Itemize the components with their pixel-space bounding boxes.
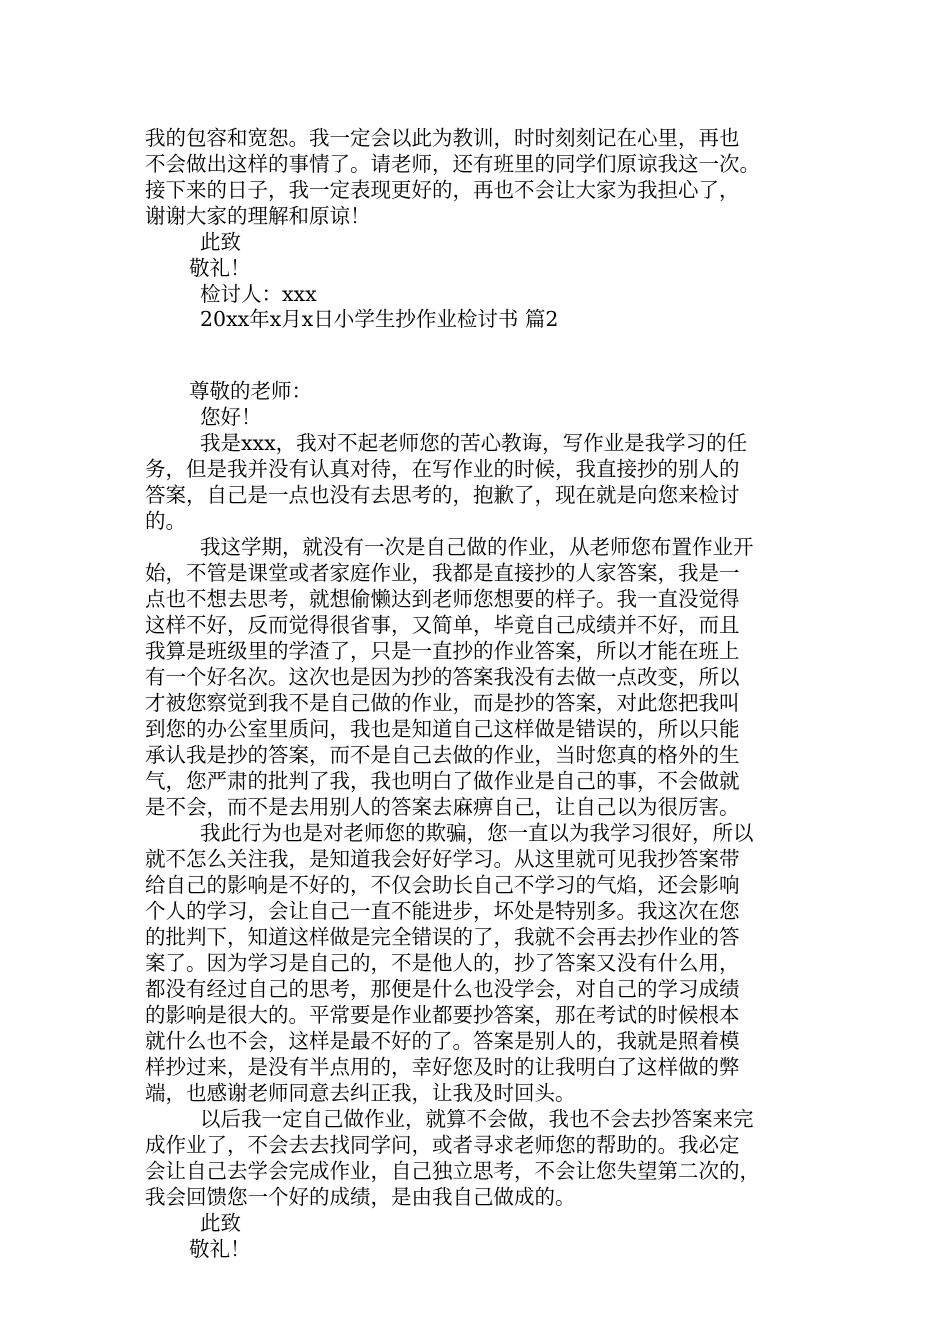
closing-salutation: 此致: [200, 230, 241, 254]
body-line: 个人的学习，会让自己一直不能进步，坏处是特别多。我这次在您: [145, 899, 740, 923]
body-line: 端，也感谢老师同意去纠正我，让我及时回头。: [145, 1081, 576, 1105]
body-line: 会让自己去学会完成作业，自己独立思考，不会让您失望第二次的，: [145, 1159, 760, 1183]
section-heading: 20xx年x月x日小学生抄作业检讨书 篇2: [200, 307, 559, 331]
body-line: 的批判下，知道这样做是完全错误的了，我就不会再去抄作业的答: [145, 925, 740, 949]
body-line: 承认我是抄的答案，而不是自己去做的作业，当时您真的格外的生: [145, 743, 740, 767]
paragraph-first-line: 以后我一定自己做作业，就算不会做，我也不会去抄答案来完: [200, 1107, 754, 1131]
body-line: 才被您察觉到我不是自己做的作业，而是抄的答案，对此您把我叫: [145, 691, 740, 715]
closing-regards: 敬礼！: [189, 1237, 251, 1261]
body-line: 的。: [145, 509, 186, 533]
body-line: 点也不想去思考，就想偷懒达到老师您想要的样子。我一直没觉得: [145, 587, 740, 611]
body-line: 样抄过来，是没有半点用的，幸好您及时的让我明白了这样做的弊: [145, 1055, 740, 1079]
body-line: 气，您严肃的批判了我，我也明白了做作业是自己的事，不会做就: [145, 769, 740, 793]
body-line: 答案，自己是一点也没有去思考的，抱歉了，现在就是向您来检讨: [145, 483, 740, 507]
signature-line: 检讨人：xxx: [200, 282, 317, 306]
body-line: 就什么也不会，这样是最不好的了。答案是别人的，我就是照着模: [145, 1029, 740, 1053]
body-line: 都没有经过自己的思考，那便是什么也没学会，对自己的学习成绩: [145, 977, 740, 1001]
closing-salutation: 此致: [200, 1211, 241, 1235]
paragraph-first-line: 我这学期，就没有一次是自己做的作业，从老师您布置作业开: [200, 535, 754, 559]
body-line: 我的包容和宽恕。我一定会以此为教训，时时刻刻记在心里，再也: [145, 126, 740, 150]
greeting-hello: 您好！: [200, 405, 262, 429]
paragraph-first-line: 我此行为也是对老师您的欺骗，您一直以为我学习很好，所以: [200, 821, 754, 845]
body-line: 是不会，而不是去用别人的答案去麻痹自己，让自己以为很厉害。: [145, 795, 740, 819]
body-line: 成作业了，不会去去找同学问，或者寻求老师您的帮助的。我必定: [145, 1133, 740, 1157]
paragraph-first-line: 我是xxx，我对不起老师您的苦心教诲，写作业是我学习的任: [200, 431, 748, 455]
body-line: 有一个好名次。这次也是因为抄的答案我没有去做一点改变，所以: [145, 665, 740, 689]
body-line: 我算是班级里的学渣了，只是一直抄的作业答案，所以才能在班上: [145, 639, 740, 663]
body-line: 接下来的日子，我一定表现更好的，再也不会让大家为我担心了，: [145, 178, 740, 202]
closing-regards: 敬礼！: [189, 256, 251, 280]
body-line: 案了。因为学习是自己的，不是他人的，抄了答案又没有什么用，: [145, 951, 740, 975]
body-line: 始，不管是课堂或者家庭作业，我都是直接抄的人家答案，我是一: [145, 561, 740, 585]
body-line: 不会做出这样的事情了。请老师，还有班里的同学们原谅我这一次。: [145, 152, 760, 176]
greeting-recipient: 尊敬的老师：: [189, 379, 312, 403]
body-line: 给自己的影响是不好的，不仅会助长自己不学习的气焰，还会影响: [145, 873, 740, 897]
body-line: 谢谢大家的理解和原谅！: [145, 204, 371, 228]
body-line: 我会回馈您一个好的成绩，是由我自己做成的。: [145, 1185, 576, 1209]
body-line: 这样不好，反而觉得很省事，又简单，毕竟自己成绩并不好，而且: [145, 613, 740, 637]
body-line: 到您的办公室里质问，我也是知道自己这样做是错误的，所以只能: [145, 717, 740, 741]
body-line: 就不怎么关注我，是知道我会好好学习。从这里就可见我抄答案带: [145, 847, 740, 871]
body-line: 务，但是我并没有认真对待，在写作业的时候，我直接抄的别人的: [145, 457, 740, 481]
body-line: 的影响是很大的。平常要是作业都要抄答案，那在考试的时候根本: [145, 1003, 740, 1027]
